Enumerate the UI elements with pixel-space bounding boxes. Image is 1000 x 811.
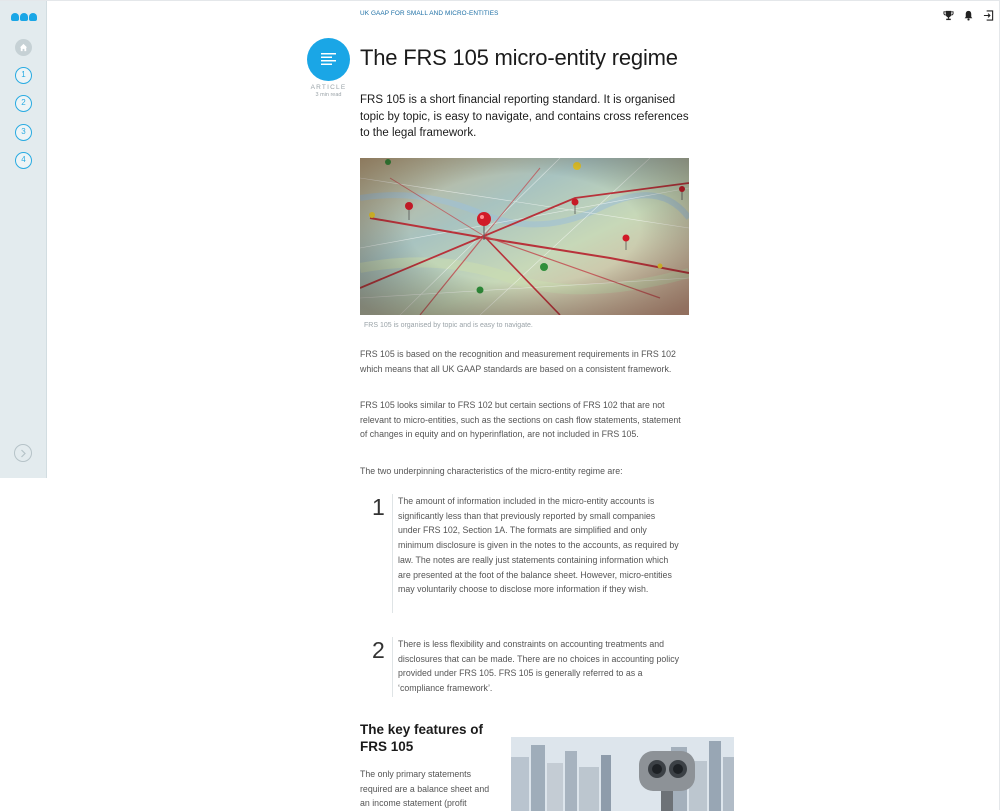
- characteristic-divider: [392, 494, 393, 613]
- body-paragraph-1: FRS 105 is based on the recognition and measurement requirements in FRS 102 which means that all UK GAAP standards are based on a consistent framework.: [360, 349, 676, 374]
- characteristic-divider: [392, 637, 393, 697]
- home-glyph-icon: [19, 43, 28, 52]
- brand-logo-icon[interactable]: [11, 13, 37, 21]
- sidebar-collapse-button[interactable]: [14, 444, 32, 462]
- characteristic-number: 2: [372, 637, 385, 663]
- sidebar: [0, 1, 47, 478]
- sidebar-step-1[interactable]: 1: [15, 67, 32, 84]
- characteristic-text: There is less flexibility and constraints on accounting treatments and disclosures that can be made. There are no choices in accounting policy provided under FRS 105. FRS 105 is generally referred to as a ‘compliance framework’.: [398, 639, 680, 694]
- key-features-heading: The key features of FRS 105: [360, 722, 484, 754]
- trophy-icon[interactable]: [943, 8, 954, 19]
- body-paragraph-2: FRS 105 looks similar to FRS 102 but certain sections of FRS 102 that are not relevant to micro-entities, such as the sections on cash flow statements, statement of changes in equity and on hyperinflation, are not included in FRS 105.: [360, 400, 681, 440]
- home-icon[interactable]: [15, 39, 32, 56]
- article-lines-icon: [307, 38, 350, 81]
- city-binoculars-image: [511, 737, 734, 811]
- characteristic-number: 1: [372, 494, 385, 520]
- breadcrumb[interactable]: UK GAAP FOR SMALL AND MICRO-ENTITIES: [360, 10, 499, 17]
- sidebar-step-2[interactable]: 2: [15, 95, 32, 112]
- characteristic-text: The amount of information included in the micro-entity accounts is significantly less than that previously reported by small companies under FRS 102, Section 1A. The formats are simplified and only minimum disclosure is given in the notes to the accounts, as required by law. The notes are really just statements containing information which are presented at the foot of the balance sheet. However, micro-entities may voluntarily choose to disclose more information if they wish.: [398, 496, 679, 595]
- body-paragraph-3: The two underpinning characteristics of the micro-entity regime are:: [360, 466, 623, 476]
- chevron-right-icon: [20, 449, 27, 458]
- key-features-text: The only primary statements required are a balance sheet and an income statement (profit: [360, 769, 490, 809]
- read-time: 3 min read: [315, 92, 342, 98]
- page-title: The FRS 105 micro-entity regime: [360, 45, 678, 70]
- image-caption: FRS 105 is organised by topic and is easy to navigate.: [364, 322, 533, 329]
- bell-icon[interactable]: [963, 8, 974, 19]
- characteristic-item-1: [360, 494, 700, 614]
- map-with-pins-image: [360, 158, 689, 315]
- top-toolbar: [943, 8, 994, 19]
- sidebar-step-4[interactable]: 4: [15, 152, 32, 169]
- sidebar-step-3[interactable]: 3: [15, 124, 32, 141]
- logout-icon[interactable]: [983, 8, 994, 19]
- characteristic-item-2: [360, 637, 700, 699]
- article-intro: FRS 105 is a short financial reporting standard. It is organised topic by topic, is easy to navigate, and contains cross references to the legal framework.: [360, 94, 689, 139]
- article-type-label: ARTICLE: [310, 84, 347, 91]
